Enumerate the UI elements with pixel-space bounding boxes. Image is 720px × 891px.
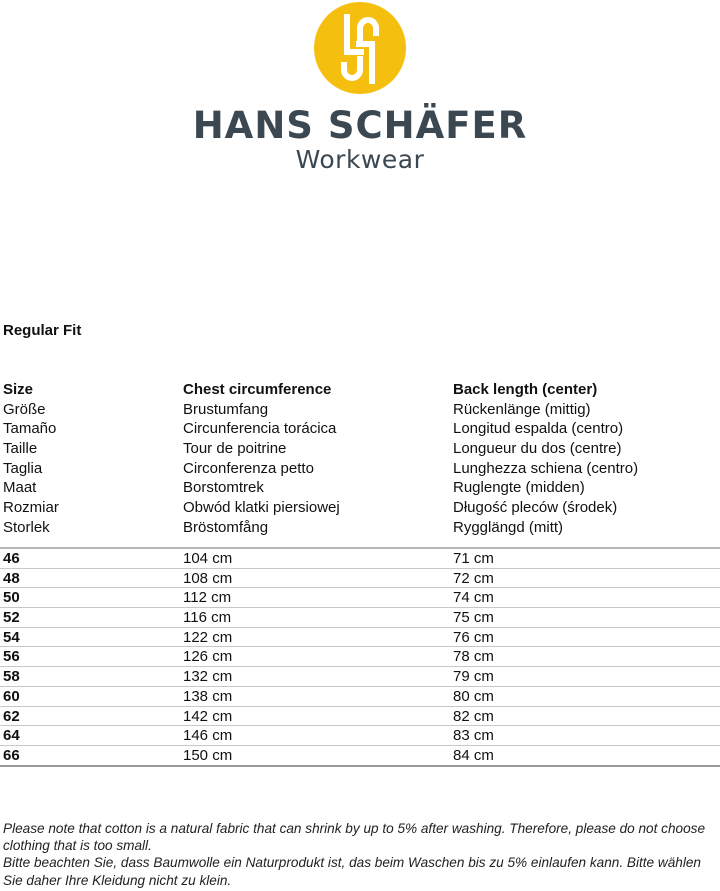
- header-translations: [0, 380, 720, 538]
- size-cell: 62: [3, 707, 20, 725]
- table-row: [0, 608, 720, 628]
- size-cell: 60: [3, 687, 20, 705]
- hs-monogram-icon: [314, 2, 406, 94]
- care-note-de: Bitte beachten Sie, dass Baumwolle ein Naturprodukt ist, das beim Waschen bis zu 5% einlaufen kann. Bitte wählen Sie daher Ihre Kleidung nicht zu klein.: [3, 855, 701, 888]
- header-row: [0, 419, 720, 439]
- header-row: [0, 478, 720, 498]
- back-cell: 84 cm: [453, 746, 494, 764]
- size-table: [0, 547, 720, 767]
- table-row: [0, 687, 720, 707]
- brand-subtitle: Workwear: [295, 145, 425, 174]
- table-row: [0, 746, 720, 767]
- size-cell: 64: [3, 727, 20, 745]
- back-label: Longueur du dos (centre): [453, 440, 622, 458]
- back-cell: 79 cm: [453, 668, 494, 686]
- size-label: Taglia: [3, 459, 43, 477]
- chest-label: Obwód klatki piersiowej: [183, 499, 340, 517]
- size-cell: 66: [3, 746, 20, 764]
- size-label: Größe: [3, 400, 46, 418]
- back-cell: 72 cm: [453, 569, 494, 587]
- chest-label: Bröstomfång: [183, 518, 269, 536]
- header-row: [0, 400, 720, 420]
- table-row: [0, 726, 720, 746]
- back-cell: 76 cm: [453, 628, 494, 646]
- chest-label: Borstomtrek: [183, 479, 264, 497]
- header-row: [0, 498, 720, 518]
- size-cell: 52: [3, 609, 20, 627]
- back-cell: 78 cm: [453, 648, 494, 666]
- header-row: [0, 380, 720, 400]
- size-label: Rozmiar: [3, 499, 59, 517]
- size-label: Size: [3, 381, 34, 398]
- size-cell: 46: [3, 550, 20, 567]
- chest-cell: 150 cm: [183, 746, 233, 764]
- chest-label: Tour de poitrine: [183, 440, 287, 458]
- back-label: Longitud espalda (centro): [453, 420, 624, 438]
- back-label: Ruglengte (midden): [453, 479, 585, 497]
- back-label: Rygglängd (mitt): [453, 518, 564, 536]
- chest-cell: 142 cm: [183, 707, 233, 725]
- size-cell: 48: [3, 569, 20, 587]
- header-row: [0, 439, 720, 459]
- table-row: [0, 647, 720, 667]
- back-label: Lunghezza schiena (centro): [453, 459, 639, 477]
- back-cell: 82 cm: [453, 707, 494, 725]
- back-label: Długość pleców (środek): [453, 499, 618, 517]
- size-cell: 50: [3, 589, 20, 607]
- table-row: [0, 667, 720, 687]
- header-row: [0, 518, 720, 538]
- fit-title: Regular Fit: [3, 322, 82, 339]
- size-label: Tamaño: [3, 420, 57, 438]
- chest-cell: 122 cm: [183, 628, 233, 646]
- header-row: [0, 459, 720, 479]
- chest-cell: 126 cm: [183, 648, 233, 666]
- back-cell: 83 cm: [453, 727, 494, 745]
- chest-cell: 112 cm: [183, 589, 232, 607]
- table-row: [0, 569, 720, 589]
- chest-cell: 146 cm: [183, 727, 233, 745]
- size-cell: 58: [3, 668, 20, 686]
- care-note-en: Please note that cotton is a natural fabric that can shrink by up to 5% after washing. Therefore, please do not choose clothing that is too small.: [3, 821, 706, 854]
- care-note: [3, 820, 718, 889]
- chest-cell: 108 cm: [183, 569, 233, 587]
- size-label: Storlek: [3, 518, 50, 536]
- back-cell: 71 cm: [453, 550, 494, 567]
- chest-label: Brustumfang: [183, 400, 269, 418]
- chest-cell: 104 cm: [183, 550, 233, 567]
- brand-name: HANS SCHÄFER: [192, 104, 528, 147]
- table-row: [0, 549, 720, 569]
- back-label: Back length (center): [453, 381, 598, 398]
- table-row: [0, 588, 720, 608]
- chest-cell: 116 cm: [183, 609, 232, 627]
- back-cell: 74 cm: [453, 589, 494, 607]
- size-label: Taille: [3, 440, 38, 458]
- chest-label: Circonferenza petto: [183, 459, 314, 477]
- back-cell: 75 cm: [453, 609, 494, 627]
- size-cell: 54: [3, 628, 20, 646]
- chest-cell: 132 cm: [183, 668, 233, 686]
- table-row: [0, 628, 720, 648]
- chest-label: Chest circumference: [183, 381, 332, 398]
- size-cell: 56: [3, 648, 20, 666]
- back-label: Rückenlänge (mittig): [453, 400, 591, 418]
- chest-label: Circunferencia torácica: [183, 420, 337, 438]
- chest-cell: 138 cm: [183, 687, 233, 705]
- back-cell: 80 cm: [453, 687, 494, 705]
- table-row: [0, 707, 720, 727]
- size-label: Maat: [3, 479, 37, 497]
